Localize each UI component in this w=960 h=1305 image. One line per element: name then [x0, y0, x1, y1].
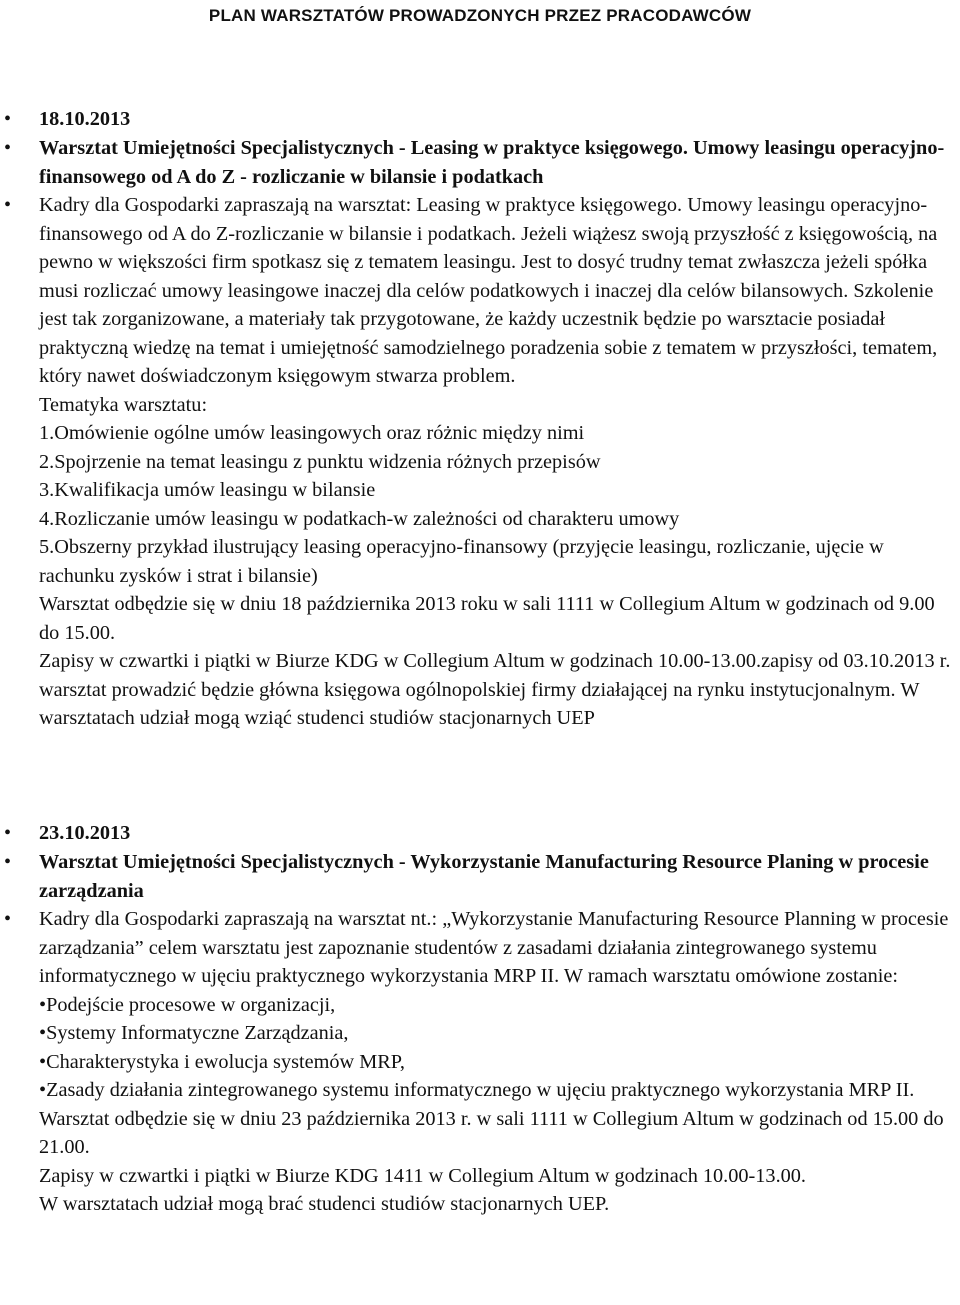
- bullet-icon: •: [4, 194, 12, 216]
- registration-info: Zapisy w czwartki i piątki w Biurze KDG 1411 w Collegium Altum w godzinach 10.00-13.00.: [39, 1164, 806, 1187]
- eligibility-info: W warsztatach udział mogą brać studenci studiów stacjonarnych UEP.: [39, 1193, 610, 1215]
- workshop-title-text: Warsztat Umiejętności Specjalistycznych - Leasing w praktyce księgowego. Umowy leasingu operacyjno-finansowego od A do Z - rozliczanie w bilansie i podatkach: [39, 137, 945, 188]
- agenda-item: •Charakterystyka i ewolucja systemów MRP,: [39, 1050, 405, 1073]
- description-paragraph: Kadry dla Gospodarki zapraszają na warsztat: Leasing w praktyce księgowego. Umowy leasingu operacyjno-finansowego od A do Z-rozliczanie w bilansie i podatkach. Jeżeli wiążesz swoją przyszłość z księgowością, na pewno w większości firm spotkasz się z tematem leasingu. Jest to dosyć trudny temat zwłaszcza jeżeli spółka musi rozliczać umowy leasingowe inaczej dla celów podatkowych i inaczej dla celów bilansowych. Szkolenie jest tak zorganizowane, a materiały tak przygotowane, że każdy uczestnik będzie po warsztacie posiadał praktyczną wiedzę na temat i umiejętność samodzielnego poradzenia sobie z tematem w przyszłości, tematem, który nawet doświadczonym księgowym stwarza problem.: [39, 194, 938, 387]
- workshop-description: [0, 191, 960, 733]
- topic-item: 2.Spojrzenie na temat leasingu z punktu widzenia różnych przepisów: [39, 450, 601, 473]
- agenda-item: •Zasady działania zintegrowanego systemu informatycznego w ujęciu praktycznego wykorzystania MRP II.: [39, 1079, 915, 1101]
- workshop-list-2: [0, 819, 960, 1219]
- topics-heading: Tematyka warsztatu:: [39, 393, 208, 416]
- workshop-list-1: [0, 105, 960, 733]
- page-title: PLAN WARSZTATÓW PROWADZONYCH PRZEZ PRACODAWCÓW: [208, 6, 752, 25]
- bullet-icon: •: [4, 822, 12, 844]
- topic-item: 5.Obszerny przykład ilustrujący leasing operacyjno-finansowy (przyjęcie leasingu, rozliczanie, ujęcie w rachunku zysków i strat i bilansie): [39, 536, 884, 587]
- agenda-item: •Systemy Informatyczne Zarządzania,: [39, 1022, 349, 1044]
- schedule-info: Warsztat odbędzie się w dniu 18 października 2013 roku w sali 1111 w Collegium Altum w godzinach od 9.00 do 15.00.: [39, 593, 935, 644]
- description-paragraph: Kadry dla Gospodarki zapraszają na warsztat nt.: „Wykorzystanie Manufacturing Resource Planning w procesie zarządzania” celem warsztatu jest zapoznanie studentów z zasadami działania zintegrowanego systemu informatycznego w ujęciu praktycznego wykorzystania MRP II. W ramach warsztatu omówione zostanie:: [39, 908, 949, 987]
- bullet-icon: •: [4, 137, 12, 159]
- workshop-title: [0, 848, 960, 905]
- bullet-icon: •: [4, 851, 12, 873]
- topic-item: 4.Rozliczanie umów leasingu w podatkach-w zależności od charakteru umowy: [39, 507, 680, 530]
- bullet-icon: •: [4, 908, 12, 930]
- workshop-description: [0, 905, 960, 1219]
- registration-info: Zapisy w czwartki i piątki w Biurze KDG w Collegium Altum w godzinach 10.00-13.00.zapisy od 03.10.2013 r.: [39, 650, 951, 672]
- workshop-date-text: 18.10.2013: [39, 108, 131, 130]
- workshop-title-text: Warsztat Umiejętności Specjalistycznych - Wykorzystanie Manufacturing Resource Planing w procesie zarządzania: [39, 851, 929, 902]
- schedule-info: Warsztat odbędzie się w dniu 23 października 2013 r. w sali 1111 w Collegium Altum w godzinach od 15.00 do 21.00.: [39, 1107, 944, 1158]
- topic-item: 1.Omówienie ogólne umów leasingowych oraz różnic między nimi: [39, 422, 585, 444]
- agenda-item: •Podejście procesowe w organizacji,: [39, 993, 336, 1016]
- topic-item: 3.Kwalifikacja umów leasingu w bilansie: [39, 479, 376, 501]
- workshop-date: [0, 105, 960, 133]
- instructor-info: warsztat prowadzić będzie główna księgowa ogólnopolskiej firmy działającej na rynku instytucjonalnym. W warsztatach udział mogą wziąć studenci studiów stacjonarnych UEP: [39, 678, 920, 729]
- workshop-date-text: 23.10.2013: [39, 822, 131, 844]
- workshop-date: [0, 819, 960, 847]
- bullet-icon: •: [4, 108, 12, 130]
- workshop-title: [0, 134, 960, 191]
